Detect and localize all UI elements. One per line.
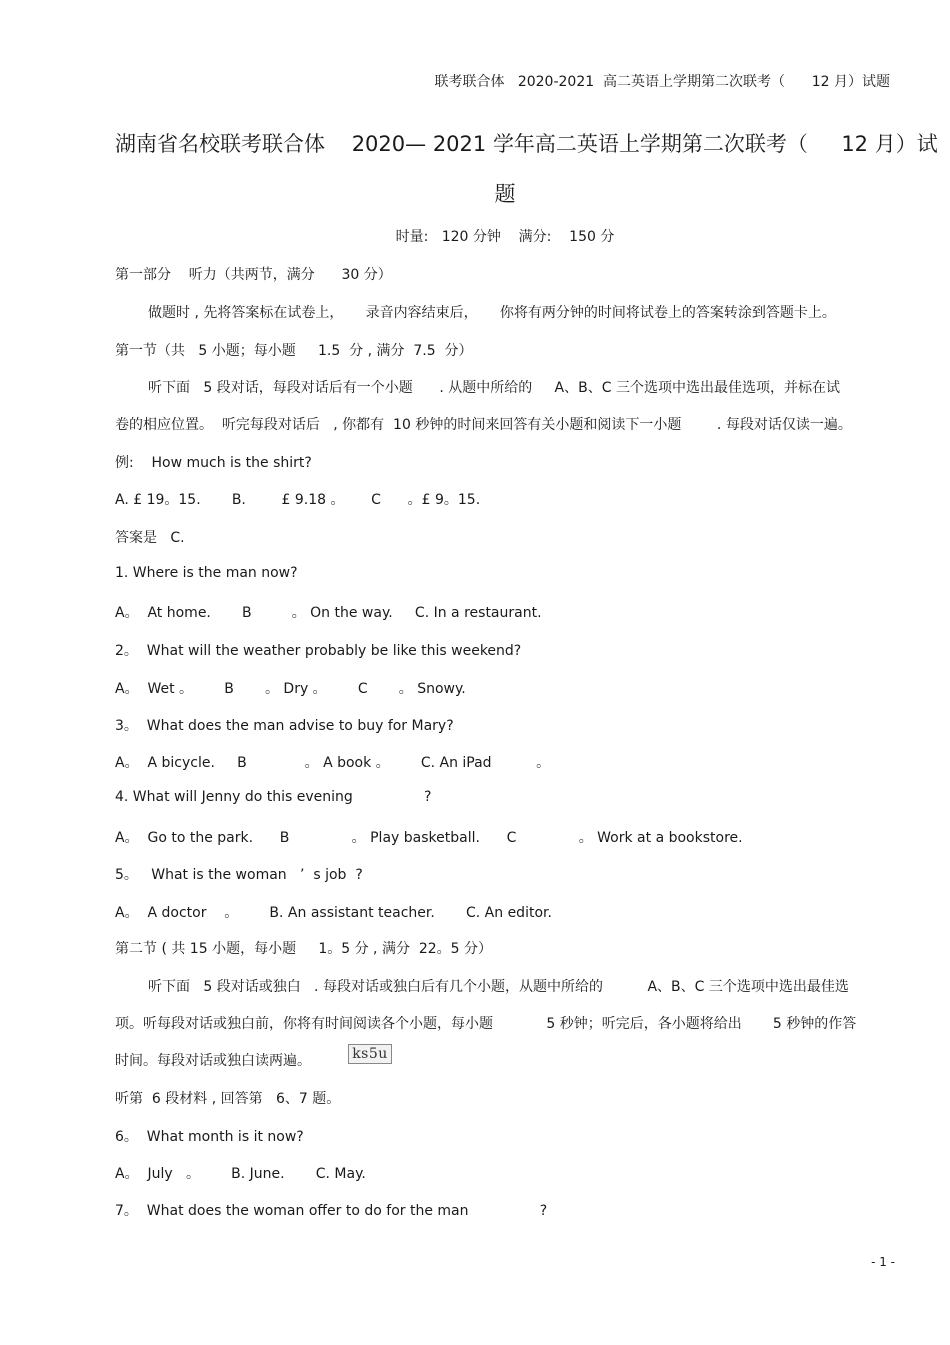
exam-time-info: 时量: 120 分钟 满分: 150 分	[395, 229, 615, 245]
question-6-options: A。 July 。 B. June. C. May.	[115, 1166, 366, 1182]
instruction-text: 做题时 , 先将答案标在试卷上， 录音内容结束后， 你将有两分钟的时间将试卷上的答案转涂到答题卡上。	[148, 305, 836, 321]
section-heading: 第一节（共 5 小题；每小题 1.5 分 , 满分 7.5 分）	[115, 343, 473, 359]
instruction-text: 项。听每段对话或独白前，你将有时间阅读各个小题，每小题 5 秒钟；听完后，各小题将给出 5 秒钟的作答	[115, 1016, 857, 1032]
question-7: 7。 What does the woman offer to do for the man ?	[115, 1203, 548, 1219]
question-4: 4. What will Jenny do this evening ?	[115, 789, 432, 805]
instruction-text: 时间。每段对话或独白读两遍。	[115, 1053, 311, 1069]
exam-title-line-1: 湖南省名校联考联合体 2020— 2021 学年高二英语上学期第二次联考（ 12 月）试	[115, 132, 938, 156]
instruction-text: 听下面 5 段对话，每段对话后有一个小题 . 从题中所给的 A、B、C 三个选项中选出最佳选项，并标在试	[148, 380, 840, 396]
material-note: 听第 6 段材料 , 回答第 6、7 题。	[115, 1091, 341, 1107]
question-2-options: A。 Wet 。 B 。 Dry 。 C 。 Snowy.	[115, 681, 466, 697]
example-answer: 答案是 C.	[115, 530, 185, 546]
part-heading: 第一部分 听力（共两节，满分 30 分）	[115, 267, 392, 283]
question-6: 6。 What month is it now?	[115, 1129, 304, 1145]
question-1: 1. Where is the man now?	[115, 565, 298, 581]
question-5: 5。 What is the woman ’ s job ?	[115, 867, 363, 883]
question-3: 3。 What does the man advise to buy for Mary?	[115, 718, 454, 734]
question-5-options: A。 A doctor 。 B. An assistant teacher. C. An editor.	[115, 905, 552, 921]
section-heading: 第二节 ( 共 15 小题，每小题 1。5 分 , 满分 22。5 分）	[115, 941, 493, 957]
instruction-text: 听下面 5 段对话或独白 . 每段对话或独白后有几个小题，从题中所给的 A、B、C 三个选项中选出最佳选	[148, 979, 849, 995]
page-number: - 1 -	[871, 1255, 895, 1269]
question-3-options: A。 A bicycle. B 。 A book 。 C. An iPad 。	[115, 755, 551, 771]
ks5u-logo: ks5u	[348, 1044, 392, 1064]
question-4-options: A。 Go to the park. B 。 Play basketball. C 。 Work at a bookstore.	[115, 830, 743, 846]
running-header: 联考联合体 2020-2021 高二英语上学期第二次联考（ 12 月）试题	[434, 74, 890, 90]
example-question: 例: How much is the shirt?	[115, 455, 312, 471]
exam-title-line-2: 题	[494, 182, 516, 206]
example-options: A. £ 19。15. B. £ 9.18 。 C 。£ 9。15.	[115, 492, 481, 508]
question-2: 2。 What will the weather probably be like this weekend?	[115, 643, 522, 659]
question-1-options: A。 At home. B 。 On the way. C. In a restaurant.	[115, 605, 542, 621]
instruction-text: 卷的相应位置。 听完每段对话后 , 你都有 10 秒钟的时间来回答有关小题和阅读下一小题 . 每段对话仅读一遍。	[115, 417, 852, 433]
